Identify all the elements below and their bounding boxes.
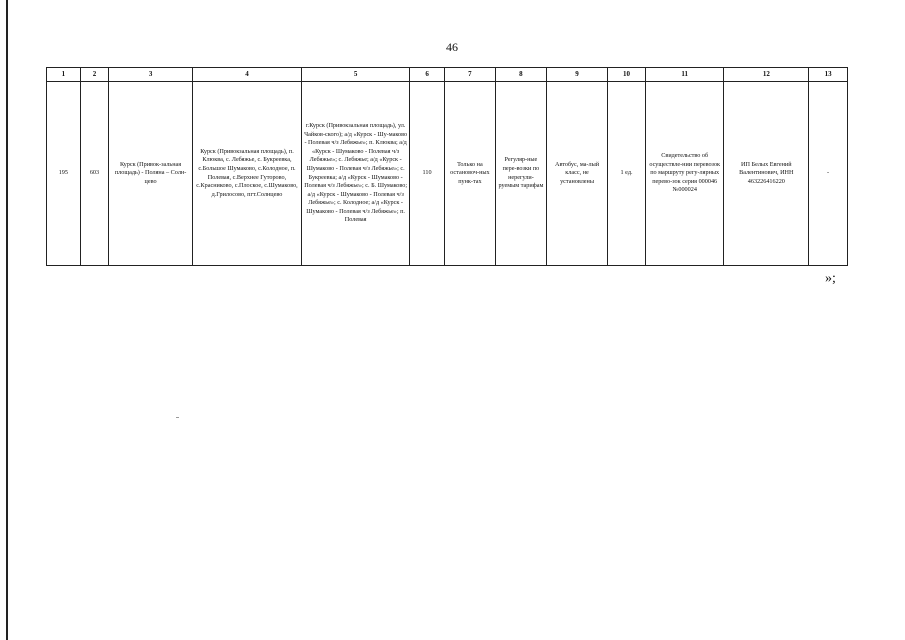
scan-speck: [176, 417, 179, 418]
column-header: 9: [546, 68, 607, 82]
route-table: [46, 67, 848, 266]
column-header: 3: [109, 68, 193, 82]
closing-quote-mark: »;: [825, 271, 836, 286]
cell-vehicle-count: 1 ед.: [608, 82, 646, 266]
column-header: 5: [302, 68, 410, 82]
cell-route-streets: г.Курск (Привокзальная площадь), ул. Чайков-ского); а/д «Курск - Шу-маково - Полевая ч/з Лебяжье»; п. Клюква; а/д «Курск - Шумаково - Полевая ч/з Лебяжье»; с. Лебяжье; а/д «Курск - Шумаково - Полевая ч/з Лебяжье»; с. Букреевка; а/д «Курск - Шумаково - Полевая ч/з Лебяжье»; с. Б. Шумаково; а/д «Курск - Шумаково - Полевая ч/з Лебяжье»; с. Колодное; а/д «Курск - Шумаково - Полевая ч/з Лебяжье»; п. Полевая: [302, 82, 410, 266]
cell-transport-type: Регуляр-ные пере-возки по нерегули-руемым тарифам: [495, 82, 546, 266]
cell-intermediate-stops: Курск (Привокзальная площадь), п. Клюква, с. Лебяжье, с. Букреевка, с.Большое Шумаково, с.Колодное, п. Полевая, с.Верхнее Гуторово, с.Красниково, с.Плоское, с.Шумаково, д.Грилосово, пгт.Солнцево: [192, 82, 301, 266]
cell-route-number: 603: [80, 82, 109, 266]
table-header-row: [47, 68, 848, 82]
page-left-edge: [6, 0, 8, 640]
table-row: [47, 82, 848, 266]
cell-certificate: Свидетельство об осуществле-нии перевозок по маршруту регу-лярных перево-зок серия 000046 №000024: [645, 82, 724, 266]
cell-boarding-order: Только на остановоч-ных пунк-тах: [444, 82, 495, 266]
column-header: 6: [410, 68, 445, 82]
column-header: 2: [80, 68, 109, 82]
cell-route-length: 110: [410, 82, 445, 266]
cell-vehicle-class: Автобус, ма-лый класс, не установлены: [546, 82, 607, 266]
column-header: 8: [495, 68, 546, 82]
cell-registry-number: 195: [47, 82, 81, 266]
page-number: 46: [446, 40, 458, 54]
cell-carrier: ИП Белых Евгений Валентинович, ИНН 463226416220: [724, 82, 809, 266]
cell-notes: -: [809, 82, 848, 266]
column-header: 4: [192, 68, 301, 82]
column-header: 1: [47, 68, 81, 82]
cell-route-name: Курск (Привок-зальная площадь) - Поляна – Солн-цево: [109, 82, 193, 266]
column-header: 10: [608, 68, 646, 82]
column-header: 7: [444, 68, 495, 82]
column-header: 13: [809, 68, 848, 82]
column-header: 11: [645, 68, 724, 82]
column-header: 12: [724, 68, 809, 82]
